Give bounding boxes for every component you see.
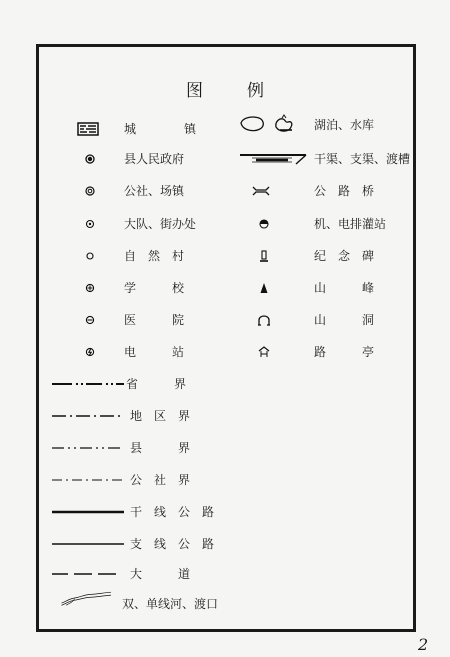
prefecture-boundary-icon (52, 408, 124, 424)
canal-aqueduct-icon (238, 151, 308, 167)
mountain-peak-icon (254, 280, 274, 296)
label-monument: 纪 念 碑 (314, 249, 375, 263)
label-main-road: 大 道 (130, 567, 191, 581)
label-county-boundary: 县 界 (130, 441, 191, 455)
commune-boundary-icon (52, 472, 124, 488)
label-pavilion: 路 亭 (314, 345, 375, 359)
power-station-icon (80, 344, 100, 360)
highway-bridge-icon (250, 183, 272, 199)
natural-village-icon (80, 248, 100, 264)
label-commune: 公社、场镇 (124, 184, 185, 198)
label-cave: 山 洞 (314, 313, 375, 327)
label-village: 自 然 村 (124, 249, 185, 263)
brigade-office-icon (80, 216, 100, 232)
irrigation-station-icon (254, 216, 274, 232)
label-county-gov: 县人民政府 (124, 152, 185, 166)
city-town-block-icon (76, 121, 100, 137)
road-pavilion-icon (254, 344, 274, 360)
label-trunk-highway: 干 线 公 路 (130, 505, 215, 519)
label-bridge: 公 路 桥 (314, 184, 375, 198)
label-power: 电 站 (124, 345, 185, 359)
lake-reservoir-icon (238, 113, 298, 135)
label-province-boundary: 省 界 (126, 377, 187, 391)
label-city-town: 城 镇 (124, 122, 197, 136)
province-boundary-icon (52, 376, 124, 392)
branch-highway-icon (52, 536, 124, 552)
county-boundary-icon (52, 440, 124, 456)
legend-item-city-town (76, 121, 216, 137)
label-brigade: 大队、街办处 (124, 217, 197, 231)
commune-town-icon (80, 183, 100, 199)
monument-icon (254, 248, 274, 264)
label-lake: 湖泊、水库 (314, 118, 375, 132)
label-peak: 山 峰 (314, 281, 375, 295)
label-school: 学 校 (124, 281, 185, 295)
school-icon (80, 280, 100, 296)
label-hospital: 医 院 (124, 313, 185, 327)
label-branch-highway: 支 线 公 路 (130, 537, 215, 551)
main-road-icon (52, 566, 124, 582)
legend-title (0, 76, 450, 101)
label-irrigation: 机、电排灌站 (314, 217, 387, 231)
cave-icon (254, 312, 274, 328)
label-prefecture-boundary: 地 区 界 (130, 409, 191, 423)
trunk-highway-icon (52, 504, 124, 520)
legend-title-char-2: 例 (247, 81, 264, 101)
county-government-icon (80, 151, 100, 167)
river-ferry-icon (52, 590, 122, 606)
hospital-icon (80, 312, 100, 328)
page-number: 2 (418, 635, 429, 654)
legend-title-char-1: 图 (186, 81, 203, 101)
label-canal: 干渠、支渠、渡槽 (314, 152, 411, 166)
label-river-ferry: 双、单线河、渡口 (122, 597, 219, 611)
label-commune-boundary: 公 社 界 (130, 473, 191, 487)
